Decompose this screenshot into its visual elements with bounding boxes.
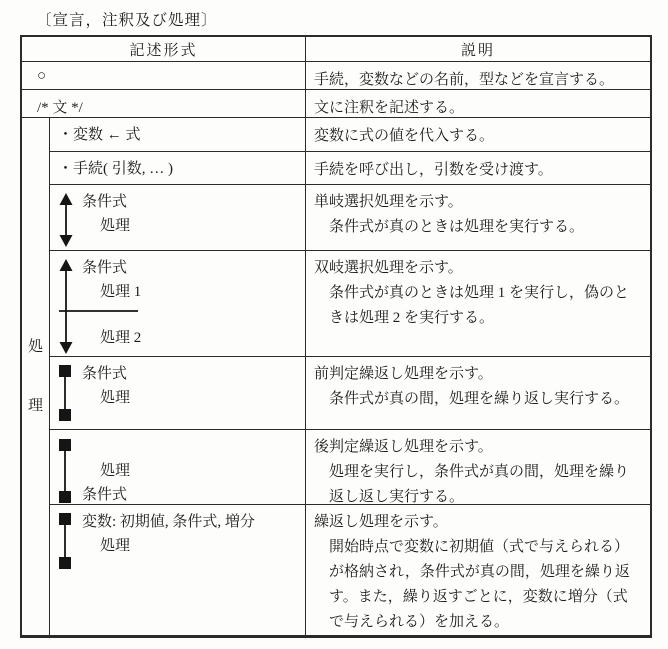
comment-format: /* 文 */ <box>22 90 306 117</box>
for-loop-process: 処理 <box>100 538 131 554</box>
for-loop-desc-title: 繰返し処理を示す。 <box>314 514 448 530</box>
double-select-condition: 条件式 <box>82 260 128 276</box>
for-loop-description <box>306 504 650 635</box>
single-select-condition: 条件式 <box>82 194 128 210</box>
for-loop-format <box>50 504 306 635</box>
pre-test-loop-desc-body: 条件式が真の間，処理を繰り返し実行する。 <box>329 391 630 407</box>
post-test-loop-condition: 条件式 <box>82 487 128 503</box>
call-format: ・手続( 引数, … ) <box>50 151 306 184</box>
single-select-process: 処理 <box>100 218 131 234</box>
call-description: 手続を呼び出し，引数を受け渡す。 <box>306 151 650 184</box>
page-title: 〔宣言，注釈及び処理〕 <box>36 12 218 29</box>
post-test-loop-desc-title: 後判定繰返し処理を示す。 <box>314 439 493 455</box>
table-row-comment <box>22 90 650 118</box>
pre-test-loop-condition: 条件式 <box>82 366 128 382</box>
for-loop-header: 変数: 初期値, 条件式, 増分 <box>82 514 255 530</box>
for-loop-desc-body: 開始時点で変数に初期値（式で与えられる）が格納され，条件式が真の間，処理を繰り返す。また，繰り返すごとに，変数に増分（式で与えられる）を加える。 <box>329 539 630 630</box>
notation-spec-table <box>20 35 652 638</box>
declaration-format: ○ <box>22 62 306 89</box>
column-header-description: 説明 <box>460 42 495 59</box>
post-test-loop-spacer <box>82 435 305 459</box>
comment-description: 文に注釈を記述する。 <box>314 100 465 116</box>
assign-format: ・変数 ← 式 <box>50 118 306 151</box>
table-header-row <box>22 37 650 62</box>
post-test-loop-format <box>50 429 306 504</box>
square-bar-icon <box>58 364 72 422</box>
post-test-loop-process: 処理 <box>100 463 131 479</box>
pre-test-loop-format <box>50 356 306 429</box>
double-select-process2: 処理 2 <box>100 330 142 346</box>
single-select-description <box>306 184 650 250</box>
post-test-loop-description <box>306 429 650 504</box>
pre-test-loop-description <box>306 356 650 429</box>
assign-description: 変数に式の値を代入する。 <box>314 128 495 144</box>
column-header-format: 記述形式 <box>22 37 306 61</box>
process-section <box>22 118 650 635</box>
double-select-description <box>306 250 650 356</box>
double-select-desc-body: 条件式が真のときは処理 1 を実行し，偽のときは処理 2 を実行する。 <box>329 285 630 326</box>
square-bar-icon <box>58 512 72 570</box>
double-select-format <box>50 250 306 356</box>
process-group-label <box>22 118 50 635</box>
double-headed-arrow-branch-icon <box>58 258 142 355</box>
pre-test-loop-process: 処理 <box>100 390 131 406</box>
double-select-process1: 処理 1 <box>100 284 142 300</box>
table-row-declaration <box>22 62 650 90</box>
declaration-description: 手続，変数などの名前，型などを宣言する。 <box>314 72 615 88</box>
single-select-format <box>50 184 306 250</box>
post-test-loop-desc-body: 処理を実行し，条件式が真の間，処理を繰り返し返し実行する。 <box>329 464 630 505</box>
double-select-desc-title: 双岐選択処理を示す。 <box>314 260 463 276</box>
single-select-desc-title: 単岐選択処理を示す。 <box>314 194 463 210</box>
double-headed-arrow-icon <box>58 192 74 248</box>
process-label-char-2: 理 <box>27 397 43 414</box>
single-select-desc-body: 条件式が真のときは処理を実行する。 <box>329 219 585 235</box>
pre-test-loop-desc-title: 前判定繰返し処理を示す。 <box>314 366 493 382</box>
square-bar-icon <box>58 437 72 505</box>
process-label-char-1: 処 <box>27 338 43 355</box>
